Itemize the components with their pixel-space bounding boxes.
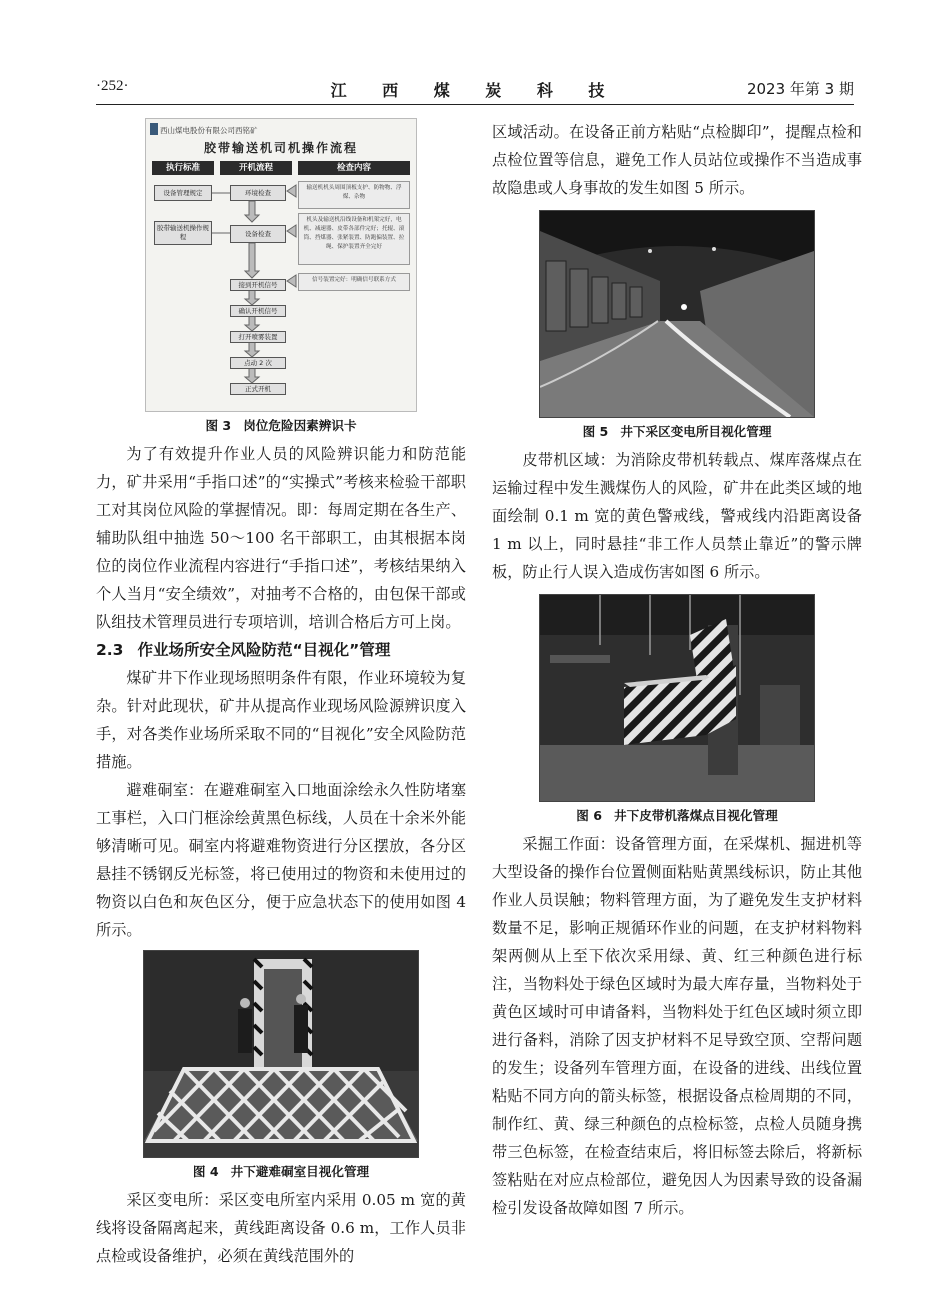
issue-label: 2023 年第 3 期 [746, 80, 854, 98]
figure-6 [492, 594, 862, 826]
card-title: 胶带输送机司机操作流程 [203, 141, 358, 155]
step-box: 设备检查 [230, 225, 286, 243]
risk-card-image [145, 118, 417, 412]
header-rule [96, 104, 854, 105]
paragraph: 煤矿井下作业现场照明条件有限，作业环境较为复杂。针对此现状，矿井从提高作业现场风险源辨识度入手，对各类作业场所采取不同的“目视化”安全风险防范措施。 [96, 669, 466, 771]
journal-name: 江 西 煤 炭 科 技 [330, 81, 620, 100]
page-number: ·252· [96, 78, 129, 94]
paragraph: 采掘工作面：设备管理方面，在采煤机、掘进机等大型设备的操作台位置侧面粘贴黄黑线标识，防止其他作业人员误触；物料管理方面，为了避免发生支护材料数量不足，影响正规循环作业的问题，在支护材料物料架两侧从上至下依次采用绿、黄、红三种颜色进行标注，当物料处于绿色区域时为最大库存量，当物料处于黄色区域时可申请备料，当物料处于红色区域时须立即进行备料，消除了因支护材料不足导致空顶、空帮问题的发生；设备列车管理方面，在设备的进线、出线位置粘贴不同方向的箭头标签，根据设备点检周期的不同，制作红、黄、绿三种颜色的点检标签，点检人员随身携带三色标签，在检查结束后，将旧标签去除后，将新标签粘贴在对应点检部位，避免因人为因素导致的设备漏检引发设备故障如图 7 所示。 [492, 835, 862, 1217]
refuge-chamber-photo [143, 950, 419, 1158]
check-text: 信号装置完好：明确信号联系方式 [298, 273, 410, 291]
caption-text: 井下皮带机落煤点目视化管理 [614, 808, 778, 823]
card-header-standard: 执行标准 [152, 161, 214, 175]
standard-box: 胶带输送机操作规程 [154, 221, 212, 245]
section-number: 2.3 [96, 641, 124, 659]
check-text: 机头及输送机沿线设备和机架完好，电机、减速器、皮带各部件完好；托辊、滚筒、挡煤器、张紧装置、防跑偏装置、拉绳、保护装置齐全完好 [298, 213, 410, 265]
left-column [96, 118, 466, 1270]
figure-5 [492, 210, 862, 442]
caption-text: 井下避难硐室目视化管理 [230, 1164, 370, 1179]
running-header [96, 78, 854, 104]
paragraph: 区域活动。在设备正前方粘贴“点检脚印”，提醒点检和点检位置等信息，避免工作人员站位或操作不当造成事故隐患或人身事故的发生如图 5 所示。 [492, 123, 862, 197]
card-org: 西山煤电股份有限公司西铭矿 [160, 126, 258, 135]
caption-number: 图 3 [205, 418, 232, 433]
paragraph: 皮带机区域：为消除皮带机转载点、煤库落煤点在运输过程中发生溅煤伤人的风险，矿井在此类区域的地面绘制 0.1 m 宽的黄色警戒线，警戒线内沿距离设备 1 m 以上，同时悬挂“非工作人员禁止靠近”的警示牌板，防止行人误入造成伤害如图 6 所示。 [492, 451, 862, 581]
step-box: 点动 2 次 [230, 357, 286, 369]
figure-caption [492, 422, 862, 442]
figure-caption [96, 416, 466, 436]
card-header-process: 开机流程 [220, 161, 292, 175]
figure-caption [492, 806, 862, 826]
figure-3 [96, 118, 466, 436]
belt-conveyor-photo [539, 594, 815, 802]
paragraph: 为了有效提升作业人员的风险辨识能力和防范能力，矿井采用“手指口述”的“实操式”考核来检验干部职工对其岗位风险的掌握情况。即：每周定期在各生产、辅助队组中抽选 50～100 名干部职工，由其根据本岗位的岗位作业流程内容进行“手指口述”，考核结果纳入个人当月“安全绩效”，对抽考不合格的，由包保干部或队组技术管理员进行专项培训，培训合格后方可上岗。 [96, 445, 466, 631]
figure-4 [96, 950, 466, 1182]
step-box: 环境检查 [230, 185, 286, 201]
caption-text: 井下采区变电所目视化管理 [620, 424, 772, 439]
card-header-check: 检查内容 [298, 161, 410, 175]
step-box: 打开喷雾装置 [230, 331, 286, 343]
step-box: 接到开机信号 [230, 279, 286, 291]
paragraph: 采区变电所：采区变电所室内采用 0.05 m 宽的黄线将设备隔离起来，黄线距离设备 0.6 m，工作人员非点检或设备维护，必须在黄线范围外的 [96, 1191, 466, 1265]
step-box: 确认开机信号 [230, 305, 286, 317]
right-column [492, 118, 862, 1222]
figure-caption [96, 1162, 466, 1182]
paragraph: 避难硐室：在避难硐室入口地面涂绘永久性防堵塞工事栏，入口门框涂绘黄黑色标线，人员在十余米外能够清晰可见。硐室内将避难物资进行分区摆放，各分区悬挂不锈钢反光标签，将已使用过的物资和未使用过的物资以白色和灰色区分，便于应急状态下的使用如图 4 所示。 [96, 781, 466, 939]
caption-text: 岗位危险因素辨识卡 [243, 418, 357, 433]
section-heading [96, 636, 466, 664]
caption-number: 图 4 [192, 1164, 219, 1179]
caption-number: 图 5 [582, 424, 609, 439]
check-text: 输送机机头周围顶板支护、防物物、浮煤、杂物 [298, 181, 410, 209]
standard-box: 设备管理规定 [154, 185, 212, 201]
step-box: 正式开机 [230, 383, 286, 395]
substation-photo [539, 210, 815, 418]
caption-number: 图 6 [576, 808, 603, 823]
section-title: 作业场所安全风险防范“目视化”管理 [137, 641, 391, 659]
